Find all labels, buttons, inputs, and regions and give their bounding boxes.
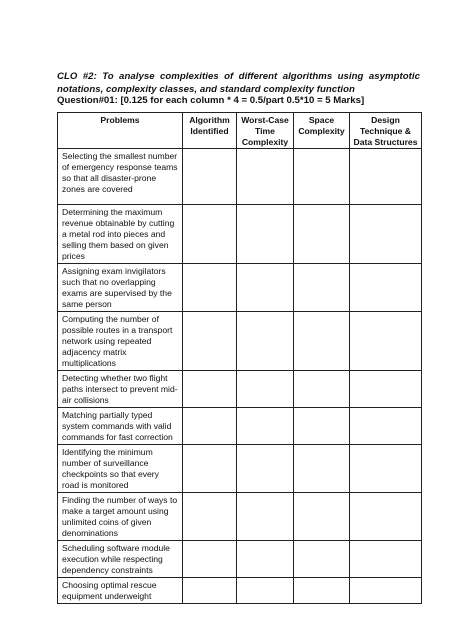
space-complexity-answer-cell[interactable] [294,408,350,445]
algorithm-answer-cell[interactable] [183,541,237,578]
column-header-space-complexity: Space Complexity [294,113,350,149]
space-complexity-answer-cell[interactable] [294,205,350,264]
problem-cell: Finding the number of ways to make a target amount using unlimited coins of given denominations [58,493,183,541]
problem-cell: Selecting the smallest number of emergency response teams so that all disaster-prone zones are covered [58,149,183,205]
time-complexity-answer-cell[interactable] [237,205,294,264]
time-complexity-answer-cell[interactable] [237,578,294,604]
algorithm-answer-cell[interactable] [183,205,237,264]
space-complexity-answer-cell[interactable] [294,493,350,541]
algorithm-answer-cell[interactable] [183,312,237,371]
problem-cell: Identifying the minimum number of surveillance checkpoints so that every road is monitored [58,445,183,493]
table-row [58,312,422,371]
time-complexity-answer-cell[interactable] [237,493,294,541]
space-complexity-answer-cell[interactable] [294,371,350,408]
space-complexity-answer-cell[interactable] [294,264,350,312]
design-technique-answer-cell[interactable] [350,371,422,408]
time-complexity-answer-cell[interactable] [237,312,294,371]
column-header-problems: Problems [58,113,183,149]
design-technique-answer-cell[interactable] [350,408,422,445]
algorithm-answer-cell[interactable] [183,149,237,205]
space-complexity-answer-cell[interactable] [294,541,350,578]
problem-cell: Detecting whether two flight paths intersect to prevent mid-air collisions [58,371,183,408]
design-technique-answer-cell[interactable] [350,445,422,493]
problem-cell: Choosing optimal rescue equipment underweight [58,578,183,604]
table-row [58,371,422,408]
time-complexity-answer-cell[interactable] [237,264,294,312]
table-row [58,264,422,312]
algorithm-answer-cell[interactable] [183,408,237,445]
design-technique-answer-cell[interactable] [350,312,422,371]
table-row [58,408,422,445]
space-complexity-answer-cell[interactable] [294,312,350,371]
time-complexity-answer-cell[interactable] [237,541,294,578]
algorithm-answer-cell[interactable] [183,445,237,493]
table-row [58,445,422,493]
time-complexity-answer-cell[interactable] [237,149,294,205]
algorithm-answer-cell[interactable] [183,371,237,408]
algorithm-answer-cell[interactable] [183,264,237,312]
space-complexity-answer-cell[interactable] [294,445,350,493]
answer-table [57,112,422,604]
design-technique-answer-cell[interactable] [350,264,422,312]
space-complexity-answer-cell[interactable] [294,149,350,205]
design-technique-answer-cell[interactable] [350,205,422,264]
column-header-algorithm: Algorithm Identified [183,113,237,149]
table-row [58,205,422,264]
design-technique-answer-cell[interactable] [350,493,422,541]
time-complexity-answer-cell[interactable] [237,445,294,493]
column-header-design-technique: Design Technique & Data Structures [350,113,422,149]
column-header-time-complexity: Worst-Case Time Complexity [237,113,294,149]
table-header-row [58,113,422,149]
design-technique-answer-cell[interactable] [350,149,422,205]
space-complexity-answer-cell[interactable] [294,578,350,604]
table-row [58,493,422,541]
table-row [58,149,422,205]
problem-cell: Computing the number of possible routes in a transport network using repeated adjacency matrix multiplications [58,312,183,371]
algorithm-answer-cell[interactable] [183,578,237,604]
table-row [58,541,422,578]
clo-statement: CLO #2: To analyse complexities of different algorithms using asymptotic notations, complexity classes, and standard complexity function [57,71,420,95]
table-row [58,578,422,604]
time-complexity-answer-cell[interactable] [237,408,294,445]
design-technique-answer-cell[interactable] [350,541,422,578]
design-technique-answer-cell[interactable] [350,578,422,604]
problem-cell: Scheduling software module execution while respecting dependency constraints [58,541,183,578]
question-heading: Question#01: [0.125 for each column * 4 = 0.5/part 0.5*10 = 5 Marks] [57,95,365,106]
algorithm-answer-cell[interactable] [183,493,237,541]
problem-cell: Matching partially typed system commands with valid commands for fast correction [58,408,183,445]
time-complexity-answer-cell[interactable] [237,371,294,408]
problem-cell: Determining the maximum revenue obtainable by cutting a metal rod into pieces and selling them based on given prices [58,205,183,264]
problem-cell: Assigning exam invigilators such that no overlapping exams are supervised by the same person [58,264,183,312]
